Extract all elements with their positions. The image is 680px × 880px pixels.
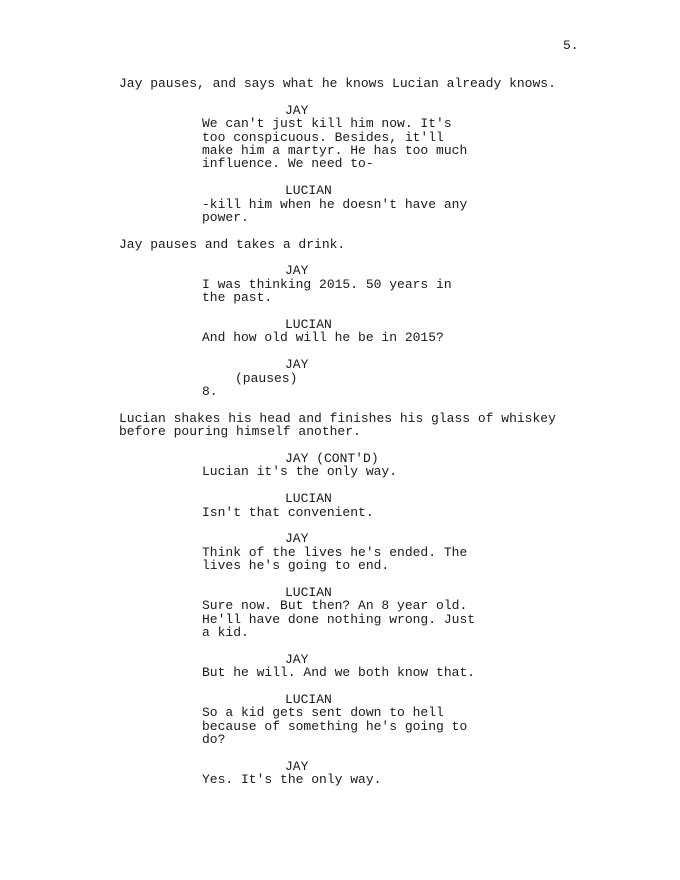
blank-line bbox=[0, 479, 680, 492]
blank-line bbox=[0, 171, 680, 184]
character-cue: LUCIAN bbox=[285, 584, 332, 600]
dialogue-line: the past. bbox=[202, 290, 273, 306]
dialogue-line: too conspicuous. Besides, it'll bbox=[202, 129, 444, 145]
dialogue-block bbox=[0, 506, 680, 519]
dialogue-block bbox=[0, 331, 680, 344]
dialogue-line: Sure now. But then? An 8 year old. bbox=[202, 598, 468, 614]
dialogue-block bbox=[0, 385, 680, 398]
character-cue: LUCIAN bbox=[285, 317, 332, 333]
character-block bbox=[0, 693, 680, 706]
action-block bbox=[0, 238, 680, 251]
blank-line bbox=[0, 747, 680, 760]
dialogue-line: lives he's going to end. bbox=[202, 558, 390, 574]
dialogue-block bbox=[0, 773, 680, 786]
character-block bbox=[0, 760, 680, 773]
dialogue-line: because of something he's going to bbox=[202, 718, 468, 734]
character-cue: JAY bbox=[285, 102, 309, 118]
dialogue-line: He'll have done nothing wrong. Just bbox=[202, 611, 476, 627]
character-cue: JAY bbox=[285, 263, 309, 279]
dialogue-line: -kill him when he doesn't have any bbox=[202, 196, 468, 212]
character-block bbox=[0, 358, 680, 371]
character-block bbox=[0, 586, 680, 599]
blank-line bbox=[0, 90, 680, 103]
blank-line bbox=[0, 345, 680, 358]
character-cue: JAY bbox=[285, 651, 309, 667]
dialogue-line: Isn't that convenient. bbox=[202, 504, 374, 520]
character-cue: JAY bbox=[285, 758, 309, 774]
dialogue-block bbox=[0, 278, 680, 305]
character-block bbox=[0, 104, 680, 117]
blank-line bbox=[0, 680, 680, 693]
character-block bbox=[0, 492, 680, 505]
blank-line bbox=[0, 251, 680, 264]
action-line: Jay pauses and takes a drink. bbox=[119, 236, 346, 252]
character-cue: LUCIAN bbox=[285, 691, 332, 707]
dialogue-line: Lucian it's the only way. bbox=[202, 464, 398, 480]
dialogue-line: 8. bbox=[202, 383, 218, 399]
dialogue-line: power. bbox=[202, 209, 249, 225]
dialogue-line: And how old will he be in 2015? bbox=[202, 330, 444, 346]
dialogue-line: I was thinking 2015. 50 years in bbox=[202, 276, 452, 292]
character-block bbox=[0, 318, 680, 331]
dialogue-block bbox=[0, 599, 680, 639]
character-cue: JAY bbox=[285, 357, 309, 373]
character-cue: JAY (CONT'D) bbox=[285, 450, 379, 466]
blank-line bbox=[0, 305, 680, 318]
dialogue-block bbox=[0, 546, 680, 573]
dialogue-line: a kid. bbox=[202, 625, 249, 641]
character-cue: LUCIAN bbox=[285, 183, 332, 199]
parenthetical: (pauses) bbox=[235, 370, 298, 386]
blank-line bbox=[0, 519, 680, 532]
dialogue-line: influence. We need to- bbox=[202, 156, 374, 172]
character-block bbox=[0, 532, 680, 545]
page-number: 5. bbox=[563, 38, 579, 53]
dialogue-line: Yes. It's the only way. bbox=[202, 772, 382, 788]
dialogue-block bbox=[0, 465, 680, 478]
dialogue-line: But he will. And we both know that. bbox=[202, 665, 476, 681]
character-cue: LUCIAN bbox=[285, 491, 332, 507]
parenthetical-block bbox=[0, 372, 680, 385]
character-cue: JAY bbox=[285, 531, 309, 547]
screenplay-body bbox=[0, 77, 680, 787]
dialogue-line: So a kid gets sent down to hell bbox=[202, 705, 444, 721]
dialogue-line: Think of the lives he's ended. The bbox=[202, 544, 468, 560]
action-line: before pouring himself another. bbox=[119, 424, 361, 440]
dialogue-block bbox=[0, 706, 680, 746]
dialogue-line: make him a martyr. He has too much bbox=[202, 142, 468, 158]
dialogue-line: We can't just kill him now. It's bbox=[202, 116, 452, 132]
character-block bbox=[0, 264, 680, 277]
blank-line bbox=[0, 439, 680, 452]
dialogue-block bbox=[0, 666, 680, 679]
dialogue-block bbox=[0, 198, 680, 225]
action-line: Jay pauses, and says what he knows Lucian already knows. bbox=[119, 76, 556, 91]
character-block bbox=[0, 653, 680, 666]
character-block bbox=[0, 452, 680, 465]
blank-line bbox=[0, 639, 680, 652]
blank-line bbox=[0, 572, 680, 585]
blank-line bbox=[0, 224, 680, 237]
dialogue-block bbox=[0, 117, 680, 171]
dialogue-line: do? bbox=[202, 732, 226, 748]
character-block bbox=[0, 184, 680, 197]
action-block bbox=[0, 412, 680, 439]
action-block bbox=[0, 77, 680, 90]
blank-line bbox=[0, 398, 680, 411]
action-line: Lucian shakes his head and finishes his glass of whiskey bbox=[119, 410, 556, 426]
